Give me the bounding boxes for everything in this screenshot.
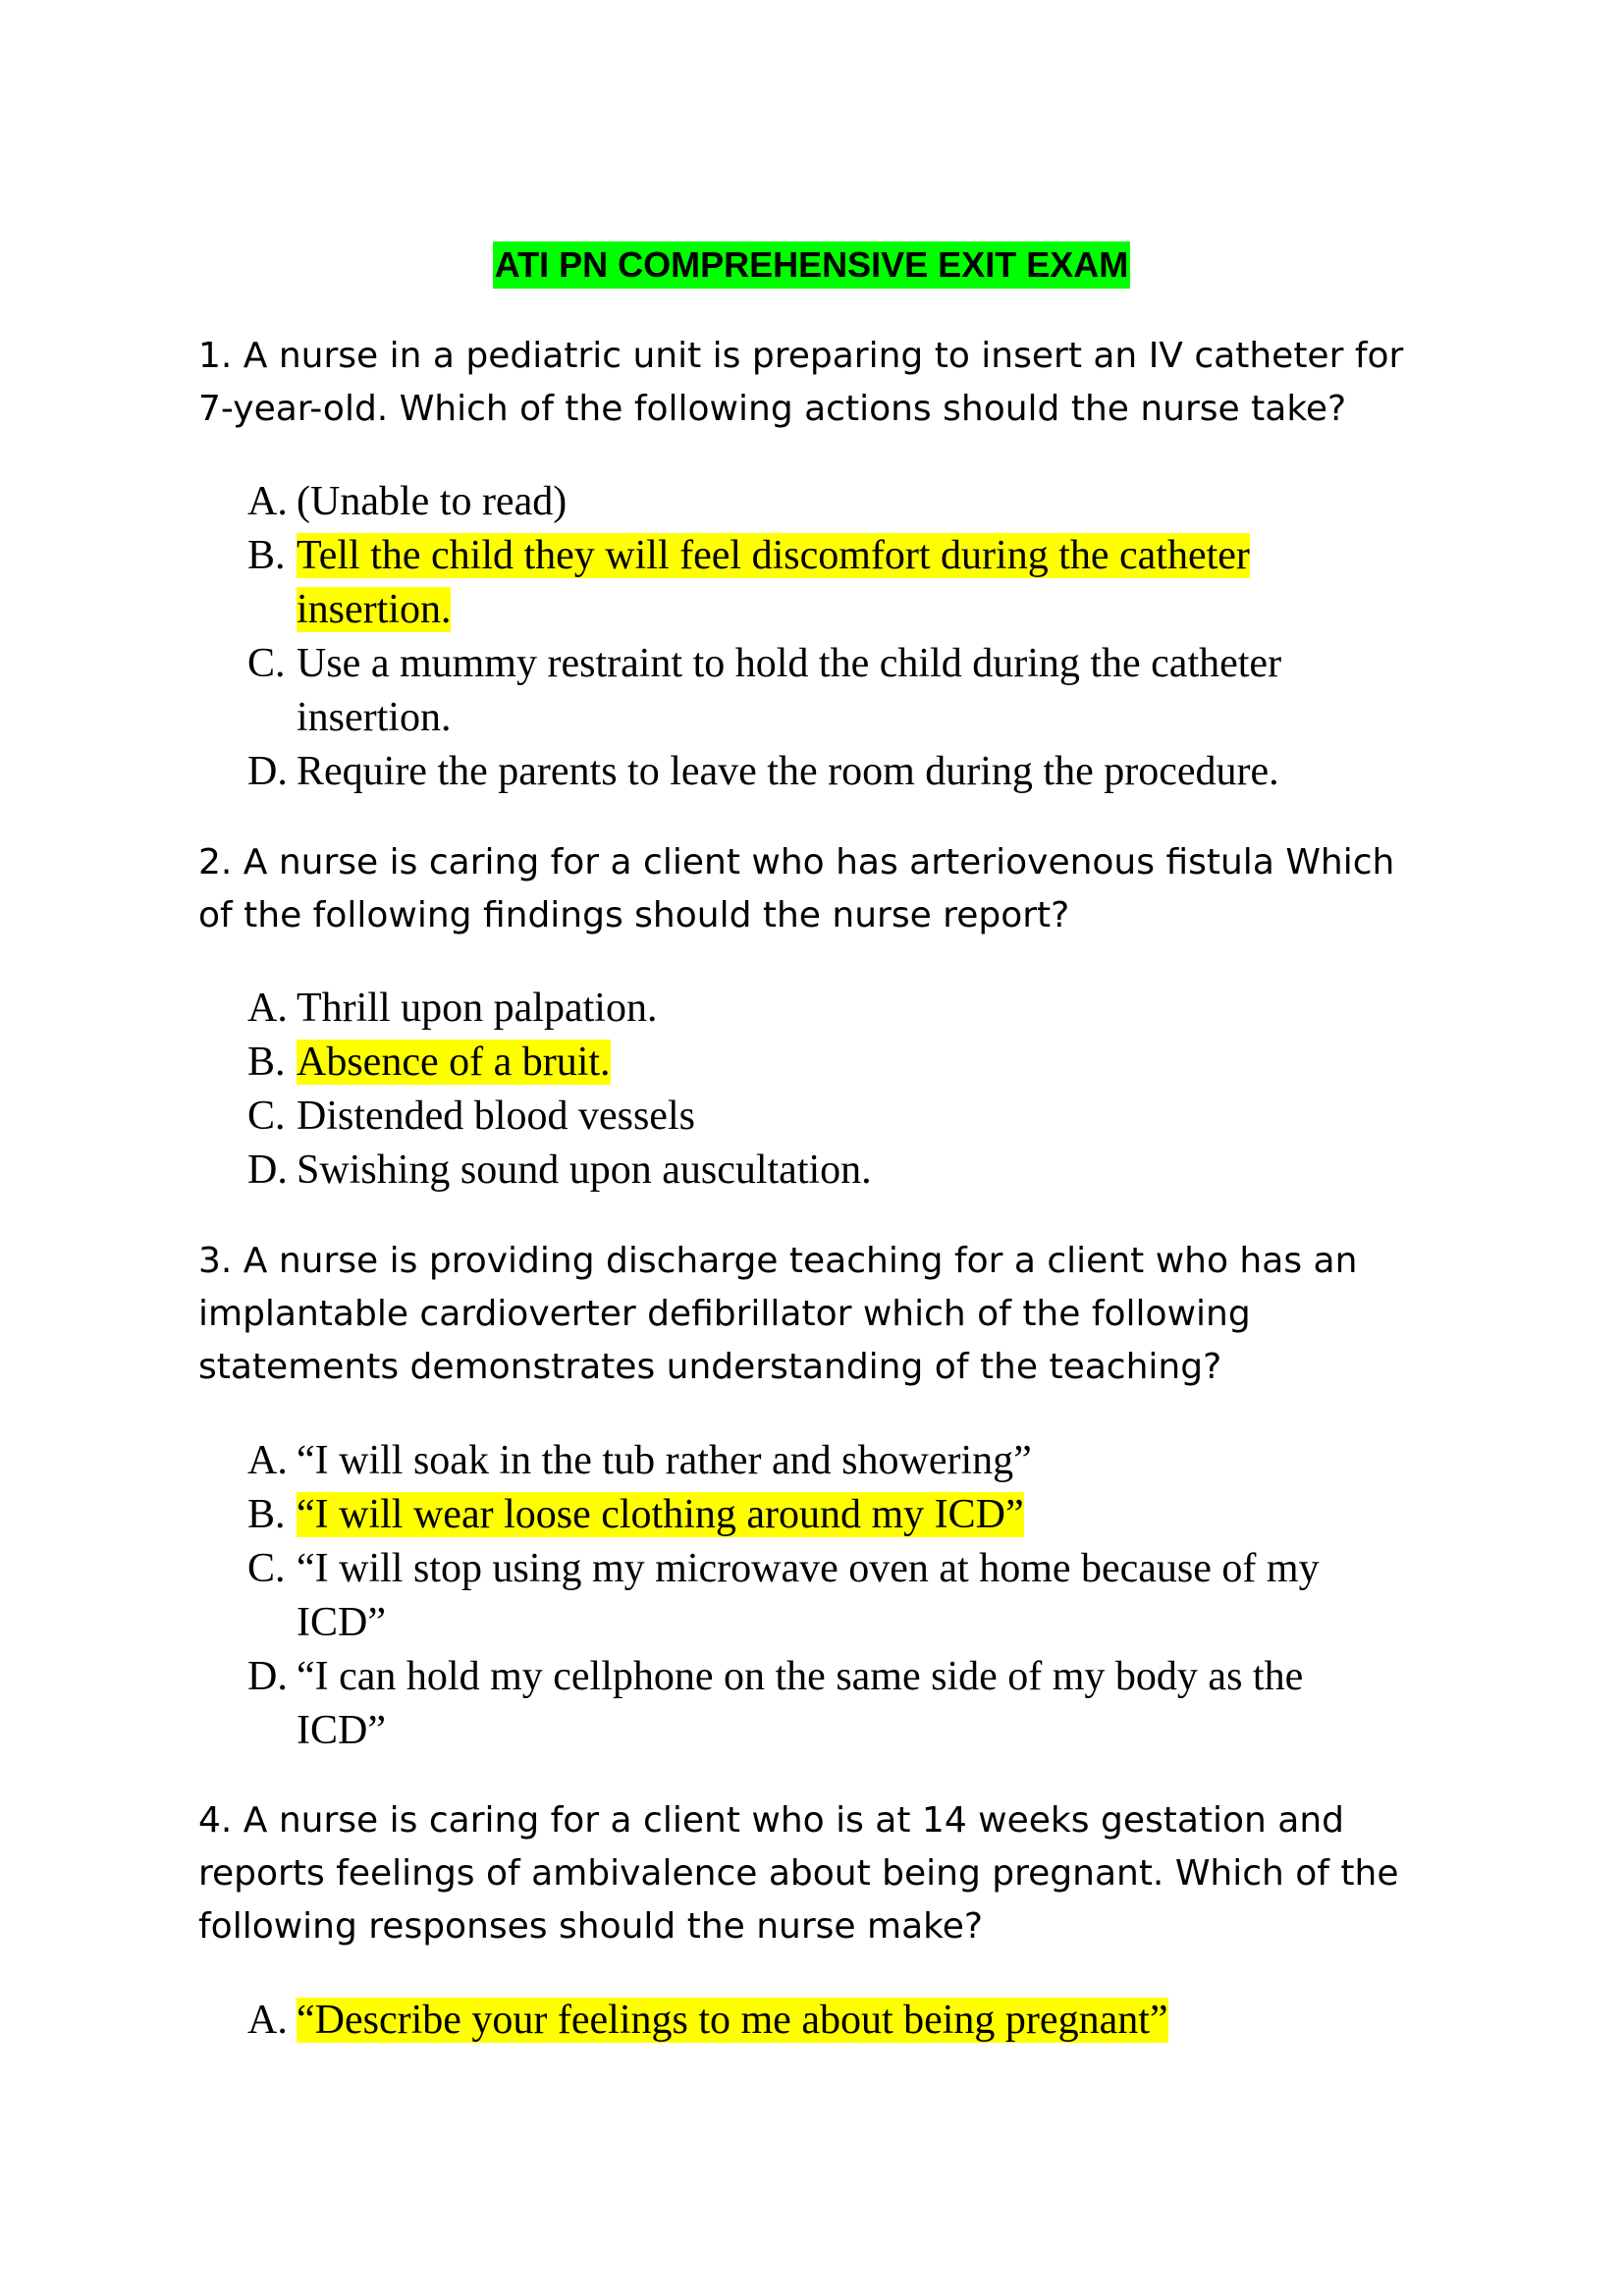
question-3-option-a [0, 1434, 1623, 1488]
question-1-option-a [0, 475, 1623, 529]
question-1-option-c [0, 637, 1623, 745]
option-text: (Unable to read) [297, 479, 568, 524]
option-text: Distended blood vessels [297, 1094, 695, 1139]
option-text: “I will soak in the tub rather and showering” [297, 1438, 1032, 1483]
option-letter: C. [247, 1094, 286, 1139]
option-letter: B. [247, 1492, 286, 1537]
option-letter: A. [247, 1438, 288, 1483]
option-letter: A. [247, 479, 288, 524]
question-2-option-b [0, 1036, 1623, 1090]
question-1-option-b [0, 529, 1623, 637]
option-letter: B. [247, 1040, 286, 1085]
option-text-highlighted: Tell the child they will feel discomfort during the catheter insertion. [297, 533, 1250, 632]
option-letter: C. [247, 641, 286, 686]
question-1-option-d [0, 745, 1623, 799]
option-text: “I can hold my cellphone on the same side of my body as the ICD” [297, 1654, 1304, 1753]
option-text: Use a mummy restraint to hold the child during the catheter insertion. [297, 641, 1282, 740]
question-4-prompt: 4. A nurse is caring for a client who is at 14 weeks gestation and reports feelings of ambivalence about being pregnant. Which of the following responses should the nurse make? [198, 1800, 1399, 1947]
question-4-options [0, 1994, 1623, 2048]
option-text-highlighted: “I will wear loose clothing around my ICD” [297, 1492, 1024, 1537]
question-2-options [0, 982, 1623, 1198]
option-letter: A. [247, 986, 288, 1031]
question-3-option-b [0, 1488, 1623, 1542]
question-3-prompt: 3. A nurse is providing discharge teaching for a client who has an implantable cardioverter defibrillator which of the following statements demonstrates understanding of the teaching? [198, 1241, 1358, 1387]
option-text: Require the parents to leave the room during the procedure. [297, 749, 1279, 794]
option-text-highlighted: “Describe your feelings to me about being pregnant” [297, 1998, 1168, 2043]
option-letter: C. [247, 1546, 286, 1591]
option-text: Swishing sound upon auscultation. [297, 1148, 872, 1193]
option-letter: A. [247, 1998, 288, 2043]
question-1-options [0, 475, 1623, 799]
question-3-option-c [0, 1542, 1623, 1650]
option-letter: D. [247, 1654, 288, 1699]
question-3-option-d [0, 1650, 1623, 1758]
page-title: ATI PN COMPREHENSIVE EXIT EXAM [493, 241, 1130, 289]
question-1-prompt: 1. A nurse in a pediatric unit is preparing to insert an IV catheter for 7-year-old. Which of the following actions should the nurse take? [198, 336, 1404, 429]
question-2-option-d [0, 1144, 1623, 1198]
question-2-option-c [0, 1090, 1623, 1144]
option-letter: D. [247, 749, 288, 794]
option-letter: D. [247, 1148, 288, 1193]
title-container [0, 241, 1623, 289]
option-text-highlighted: Absence of a bruit. [297, 1040, 611, 1085]
question-4-option-a [0, 1994, 1623, 2048]
option-text: “I will stop using my microwave oven at home because of my ICD” [297, 1546, 1320, 1645]
question-2-option-a [0, 982, 1623, 1036]
option-letter: B. [247, 533, 286, 578]
option-text: Thrill upon palpation. [297, 986, 658, 1031]
question-3-options [0, 1434, 1623, 1758]
question-2-prompt: 2. A nurse is caring for a client who has arteriovenous fistula Which of the following findings should the nurse report? [198, 842, 1395, 935]
